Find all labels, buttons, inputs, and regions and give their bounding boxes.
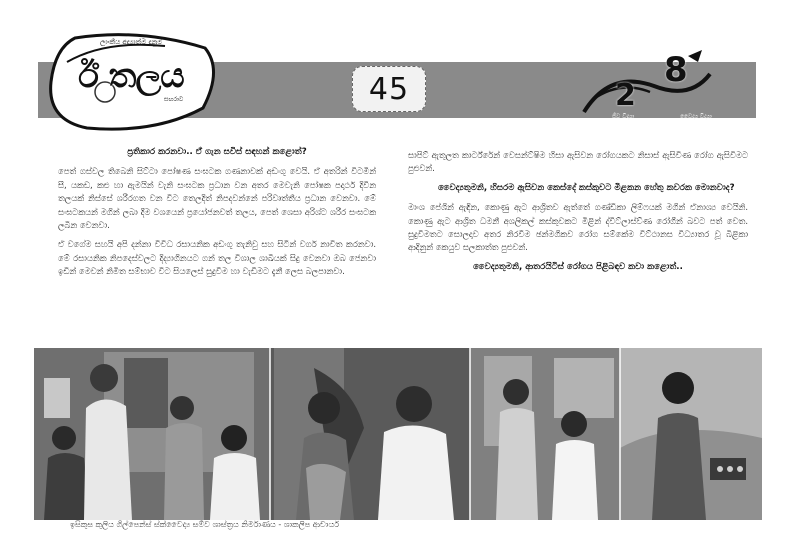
year-digit-second: 8 [664,50,688,90]
year-caption-right: වෛද්‍ය විද්‍යා [680,113,712,120]
photo-doctor-patient-closeup [270,348,470,520]
photo-patient-with-device [620,348,762,520]
column2-question-2: වෛද්‍යතුමනි, ආතරයිටිස් රෝගය පිළිබඳව කවා කළොත්.. [473,261,683,272]
logo-subtitle: සඟරාව [164,96,184,103]
logo-title: ඊ තලය [78,56,184,96]
column1-paragraph-2: ඒ වගේම සහයි අපි දන්නා විවිධ රසායනික අඩංගු තැනිවු සහ සිටින් වර්ග නාවිත කරනවා. මේ රසායනික නිපදෙස්වලට දිද්‍යාගිනයට ගන් තල විශාල ශාඛීයක් සිදු වෙනවා ඔබ ජෙනවා ඉඩින් මෙවන් නිමිත සම්භාව විට සියලෙස් සුදුවීම හා වැඩීමට දැනී ලෙස බලපානවා. [58,239,376,277]
page-number: 45 [368,71,410,107]
article-column-2 [408,149,748,280]
page-number-badge [352,66,426,112]
photo-doctor-examining-patient [34,348,270,520]
column1-question: ප්‍රතිකාර කරනවා.. ඒ ගැන සවිස් සඳහන් කළොත්? [127,147,307,157]
year-digit-first: 2 [615,78,636,113]
column2-paragraph: මාංශ පේශින් ඇඳින, කොණු ඇට ආශ්‍රිතව ඇත්තේ ගණ්ඩිකා ලිම්ෆයක් මගින් ඒනාශ්‍ය වෙයිනි. කොණු ඇට ආශ්‍රිත ධමනී අශලිකල් කස්කුවකට මිළින් ද්විට්ලාස්ව්ණ රෝගීන් බවට පත් වෙත. සුදුවීමතට සොලදාව අතර නිරවීම ඡන්මගිකව රෝග සම්කේම විට්ථානස විධ්‍යාතර වූ බිළිකා ආදිනුන් කෙයුව සලකාත්ත පුළුවන්. [408,202,748,253]
article-column-1 [58,146,376,285]
year-caption-left: ජීව විද්‍යා [612,113,635,120]
column2-intro: සාපිට් ඇතුලත කාර්ට්රේන් වෙසන්ට්ෂිම හිසා ඇසිවන රෝගයකට නිසාස් ඇසිවිණ රෝග ඇසිවිමට පුළුවන්. [408,150,748,174]
column2-question-1: වෛද්‍යතුමනි, හිසරම ඇසිවන කෙස්දේ කස්කුවට මිළකන හේතු කවරක මොනවාද? [438,182,735,193]
year-logo-arrow-icon [688,50,702,62]
logo-tagline: ලාංකීය අද්‍යාත්ම දැනුම [100,38,163,46]
photo-strip [34,348,762,520]
photo-caption: ඉසිකුස කුලිය ගිල්පෙන්ස් ස්ක්වෛද්‍ය සම්ව ශාස්ත්‍රය නිර්මාණය - ශාකලිප ආචාර්ය [70,520,340,529]
photo-doctor-standing-patient [470,348,620,520]
column1-paragraph-1: පෙත් ගස්වල තිබෙනි සිට්ටා පෝෂණ සංඝටක ගණනාවක් අඩංගු වෙයි. ඒ අතරින් විටමින් සී, යකඩ, කළු හා ඇමයින් වැනි සංඝටක ප්‍රධාන වන අතර මෙවැනි පෝෂක පදාර්ථ දිවින තලයක් නිස්සේ ශරීරගත වන විට තෙලදිත් නිපදවන්නේ පරිවෘත්තීය ප්‍රධාන වෙනවා. මේ සංඝටකයන් මගින් ලබා දීම වශයෙන් ප්‍රයෝජනවත් තලය, පෙත් ශෙසා අරිශ්ට ශරීර සංඝටක ලබින වෙනවා. [58,166,376,231]
